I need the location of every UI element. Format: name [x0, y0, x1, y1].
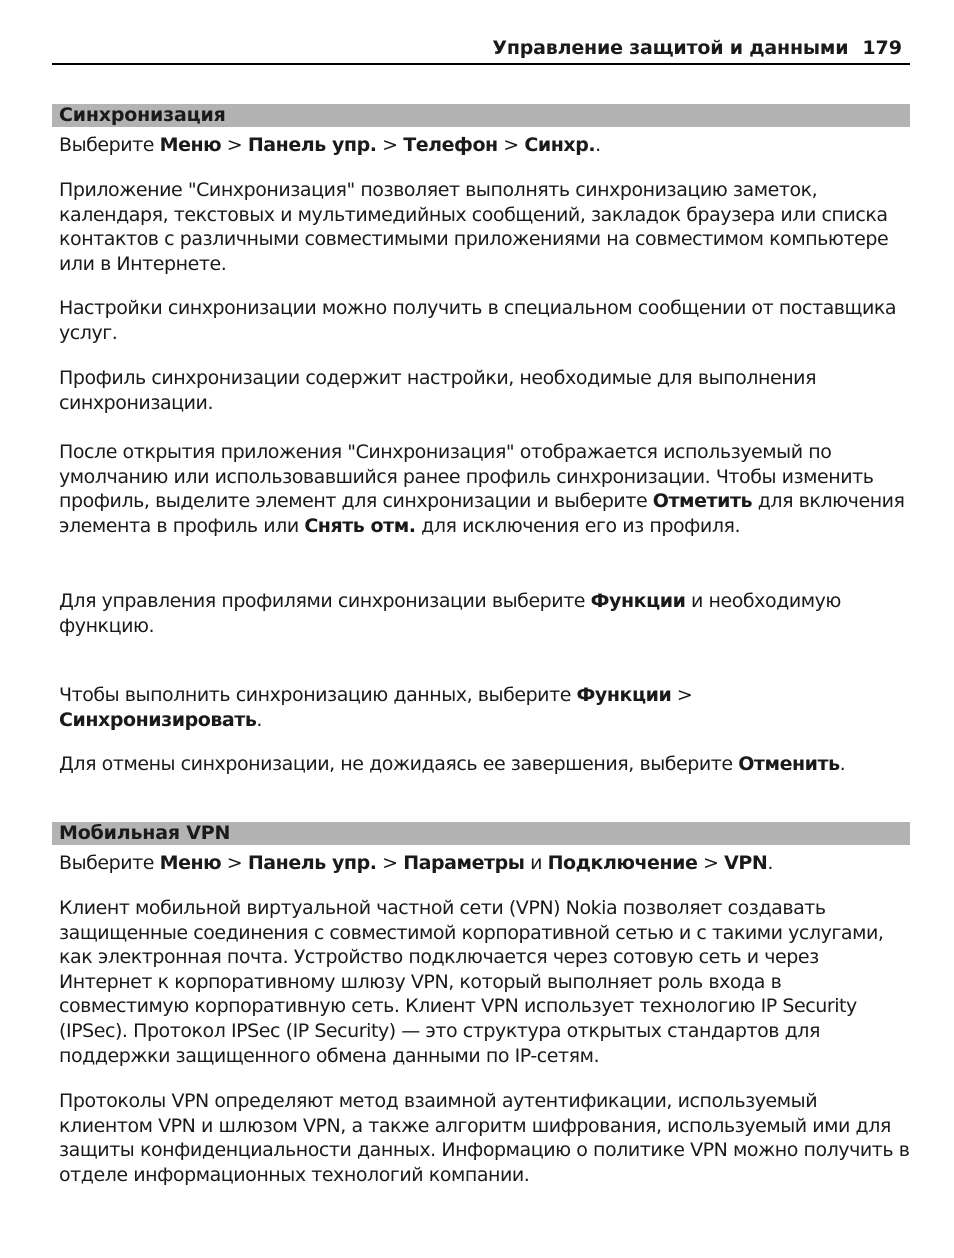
text-run: > — [221, 852, 248, 874]
text-run: . — [256, 708, 263, 731]
text-run: и — [524, 852, 548, 874]
text-run: . — [839, 753, 846, 775]
text-run: > — [221, 134, 248, 156]
menu-path-item: VPN — [724, 852, 768, 874]
softkey-label: Отменить — [738, 753, 840, 775]
text-run: и необходимую функцию. — [59, 590, 841, 637]
menu-path-item: Параметры — [403, 852, 525, 874]
text-run: Для управления профилями синхронизации выберите — [59, 590, 591, 612]
sync-paragraph-1: Приложение "Синхронизация" позволяет выполнять синхронизацию заметок, календаря, текстовых и мультимедийных сообщений, закладок браузера или списка контактов с различными совместимыми приложениями на совместимом компьютере или в Интернете. — [59, 179, 889, 275]
sync-menu-path — [59, 133, 915, 158]
page-number: 179 — [862, 37, 902, 59]
text-run: . — [595, 134, 601, 156]
text-run: > — [497, 134, 525, 156]
text-run: После открытия приложения "Синхронизация" отображается используемый по умолчанию или использовавшийся ранее профиль синхронизации. Чтобы изменить профиль, выделите элемент для синхронизации и выберите — [59, 441, 874, 513]
menu-path-item: Подключение — [547, 852, 698, 874]
text-run: > — [697, 852, 725, 874]
menu-path-item: Меню — [159, 134, 222, 156]
sync-paragraph-7 — [59, 752, 915, 777]
text-run: Чтобы выполнить синхронизацию данных, выберите — [59, 684, 577, 706]
sync-paragraph-5 — [59, 589, 915, 638]
text-run: . — [767, 852, 773, 874]
text-run: Выберите — [59, 134, 160, 156]
menu-path-item: Панель упр. — [247, 134, 377, 156]
text-run: > — [671, 684, 693, 706]
text-run: > — [376, 134, 404, 156]
softkey-label: Функции — [576, 684, 672, 706]
menu-path-item: Телефон — [403, 134, 498, 156]
text-run: Для отмены синхронизации, не дожидаясь ее завершения, выберите — [59, 753, 739, 775]
page-header-title: Управление защитой и данными — [492, 37, 849, 59]
sync-paragraph-4 — [59, 440, 915, 538]
menu-path-item: Панель упр. — [247, 852, 377, 874]
softkey-label: Функции — [590, 590, 686, 612]
softkey-label: Отметить — [652, 490, 753, 513]
text-run: > — [376, 852, 404, 874]
text-run: для включения элемента в профиль или — [59, 490, 905, 537]
text-run: Выберите — [59, 852, 160, 874]
softkey-label: Синхронизировать — [59, 708, 257, 731]
softkey-label: Снять отм. — [304, 514, 416, 537]
menu-path-item: Синхр. — [524, 134, 596, 156]
vpn-paragraph-1: Клиент мобильной виртуальной частной сети (VPN) Nokia позволяет создавать защищенные соединения с совместимой корпоративной сетью и с такими услугами, как электронная почта. Устройство подключается через сотовую сеть и через Интернет к корпоративному шлюзу VPN, который выполняет роль входа в совместимую корпоративную сеть. Клиент VPN использует технологию IP Security (IPSec). Протокол IPSec (IP Security) — это структура открытых стандартов для поддержки защищенного обмена данными по IP-сетям. — [59, 897, 884, 1067]
section-heading-vpn: Мобильная VPN — [52, 822, 910, 845]
menu-path-item: Меню — [159, 852, 222, 874]
sync-paragraph-2: Настройки синхронизации можно получить в специальном сообщении от поставщика услуг. — [59, 297, 897, 344]
page-header — [52, 34, 910, 65]
section-heading-sync: Синхронизация — [52, 104, 910, 127]
sync-paragraph-3: Профиль синхронизации содержит настройки, необходимые для выполнения синхронизации. — [59, 367, 817, 414]
vpn-menu-path — [59, 851, 915, 876]
sync-paragraph-6 — [59, 683, 915, 732]
text-run: для исключения его из профиля. — [415, 514, 741, 537]
vpn-paragraph-2: Протоколы VPN определяют метод взаимной аутентификации, используемый клиентом VPN и шлюзом VPN, а также алгоритм шифрования, используемый ими для защиты конфиденциальности данных. Информацию о политике VPN можно получить в отделе информационных технологий компании. — [59, 1090, 910, 1186]
